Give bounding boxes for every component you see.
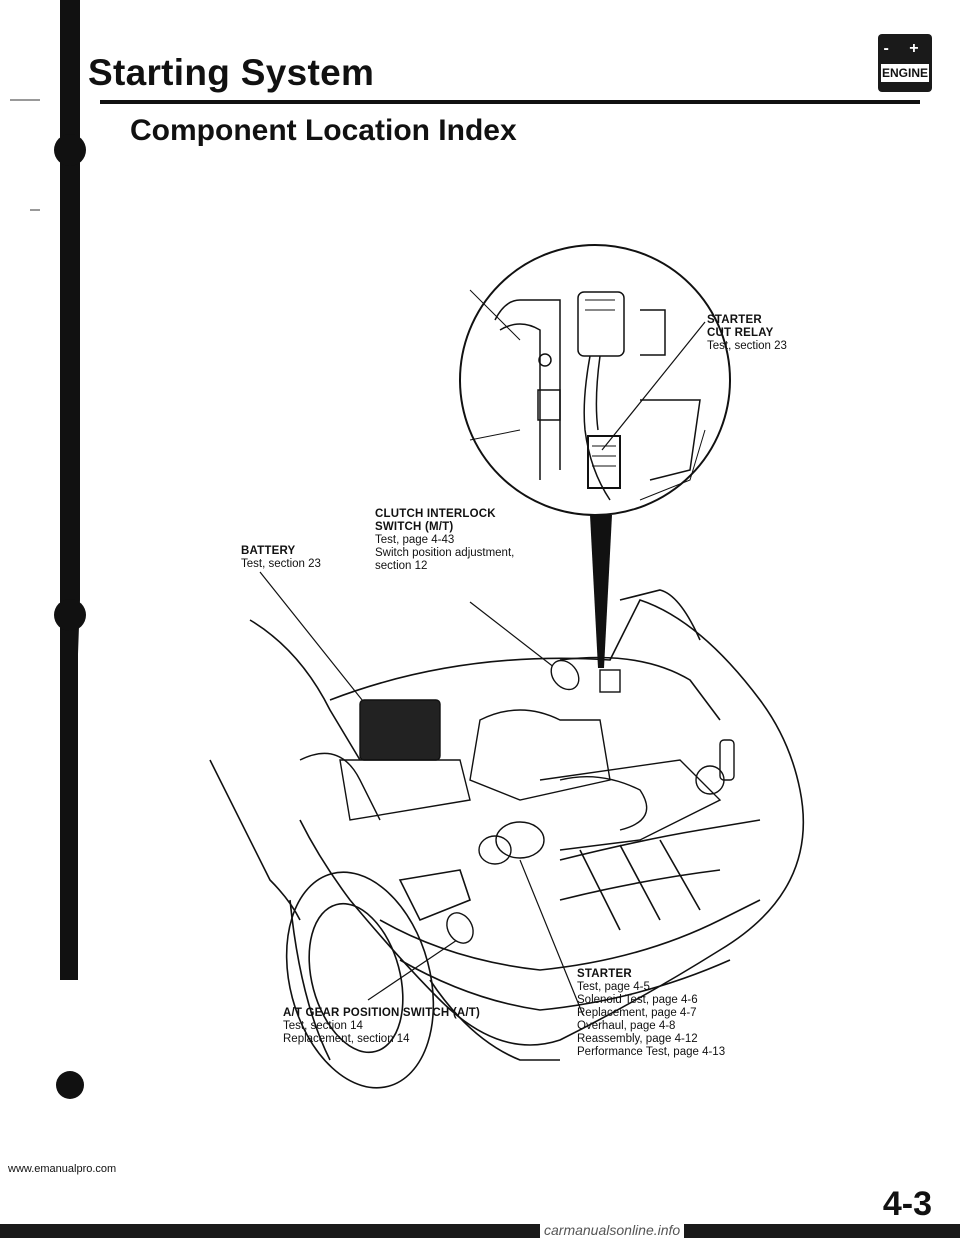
callout-at-gear-position-switch — [283, 1007, 480, 1046]
callout-line: Test, page 4-43 — [375, 534, 455, 546]
callout-line: Reassembly, page 4-12 — [577, 1033, 698, 1045]
callout-battery — [241, 545, 321, 571]
callout-starter-cut-relay — [707, 314, 787, 353]
callout-name: CUT RELAY — [707, 327, 774, 339]
relay-detail-circle — [460, 245, 730, 515]
callout-line: Switch position adjustment, — [375, 547, 515, 559]
leader-lines — [260, 322, 705, 1015]
title-rule — [100, 100, 920, 104]
callout-name: A/T GEAR POSITION SWITCH (A/T) — [283, 1007, 481, 1019]
engine-components — [300, 655, 734, 948]
callout-clutch-interlock — [375, 508, 514, 573]
callout-name: STARTER — [577, 968, 632, 980]
page-number: 4-3 — [882, 1185, 932, 1223]
callout-line: Test, section 23 — [707, 340, 787, 352]
detail-pointer — [590, 515, 612, 668]
footer-bar — [0, 1224, 960, 1238]
callout-name: CLUTCH INTERLOCK — [375, 508, 496, 520]
callout-line: Solenoid Test, page 4-6 — [577, 994, 698, 1006]
callout-line: Test, section 23 — [241, 558, 321, 570]
callout-name: SWITCH (M/T) — [375, 521, 454, 533]
callout-line: Test, page 4-5 — [577, 981, 650, 993]
engine-badge — [878, 34, 932, 92]
callout-name: STARTER — [707, 314, 762, 326]
callout-line: Performance Test, page 4-13 — [577, 1046, 726, 1058]
badge-label: ENGINE — [881, 66, 928, 80]
page-title: Starting System — [88, 52, 375, 93]
callout-line: section 12 — [375, 560, 428, 572]
callout-line: Overhaul, page 4-8 — [577, 1020, 676, 1032]
binding-edge — [10, 0, 86, 1099]
footer-url[interactable]: www.emanualpro.com — [8, 1163, 117, 1175]
callout-line: Replacement, page 4-7 — [577, 1007, 697, 1019]
callout-name: BATTERY — [241, 545, 296, 557]
callout-starter — [577, 968, 725, 1059]
section-subtitle: Component Location Index — [130, 114, 517, 147]
callout-line: Replacement, section 14 — [283, 1033, 410, 1045]
callout-line: Test, section 14 — [283, 1020, 363, 1032]
footer-watermark: carmanualsonline.info — [540, 1222, 684, 1238]
battery-symbol-icon: - + — [883, 40, 927, 57]
